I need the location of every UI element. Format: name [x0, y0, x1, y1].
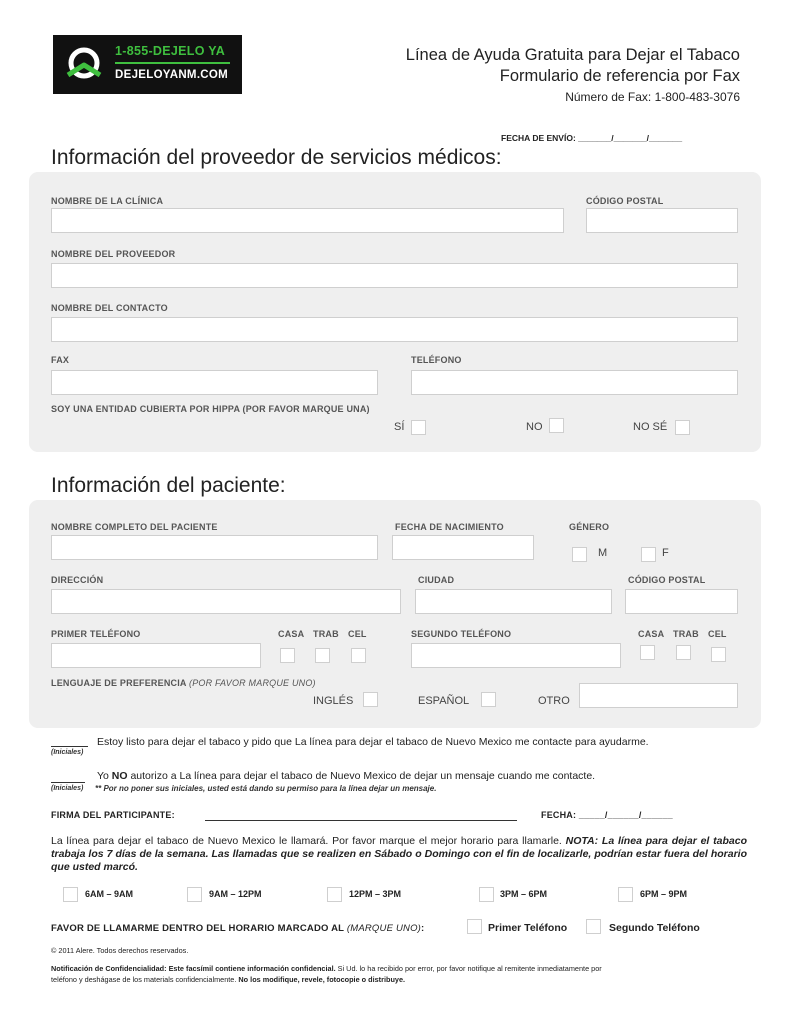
- initials-2-line[interactable]: [51, 782, 85, 783]
- notice-bold: Notificación de Confidencialidad: Este facsímil contiene información confidencial.: [51, 964, 336, 973]
- initials-2-caption: (Iniciales): [51, 785, 84, 792]
- provider-zip-label: CÓDIGO POSTAL: [586, 196, 664, 206]
- language-hint: (POR FAVOR MARQUE UNO): [189, 678, 316, 688]
- confidentiality-notice-line2: [51, 975, 405, 984]
- slot-1-label: 6AM – 9AM: [85, 889, 134, 899]
- form-title: Línea de Ayuda Gratuita para Dejar el Tabaco: [405, 46, 740, 64]
- call-preference-hint: (MARQUE UNO): [346, 923, 422, 934]
- confidentiality-notice-line1: [51, 964, 602, 973]
- phone1-trab-checkbox[interactable]: [315, 648, 330, 663]
- initials-1-caption: (Iniciales): [51, 749, 84, 756]
- provider-name-input[interactable]: [51, 263, 738, 288]
- call-preference-text: FAVOR DE LLAMARME DENTRO DEL HORARIO MARCADO AL: [51, 923, 347, 934]
- address-input[interactable]: [51, 589, 401, 614]
- slot-4-label: 3PM – 6PM: [500, 889, 548, 899]
- slot-5-checkbox[interactable]: [618, 887, 633, 902]
- slot-2-checkbox[interactable]: [187, 887, 202, 902]
- logo-phone: 1-855-DEJELO YA: [115, 44, 226, 58]
- call-preference-label: [51, 923, 424, 934]
- slot-3-checkbox[interactable]: [327, 887, 342, 902]
- provider-phone-label: TELÉFONO: [411, 355, 462, 365]
- patient-zip-label: CÓDIGO POSTAL: [628, 575, 706, 585]
- phone2-cel-checkbox[interactable]: [711, 647, 726, 662]
- clinic-name-label: NOMBRE DE LA CLÍNICA: [51, 196, 164, 206]
- language-label: [51, 678, 316, 688]
- lang-other-label: OTRO: [538, 695, 570, 707]
- consent-message-pre: Yo: [97, 770, 112, 782]
- phone2-cel-label: CEL: [708, 629, 727, 639]
- provider-phone-input[interactable]: [411, 370, 738, 395]
- slot-4-checkbox[interactable]: [479, 887, 494, 902]
- phone2-label: SEGUNDO TELÉFONO: [411, 629, 512, 639]
- dob-input[interactable]: [392, 535, 534, 560]
- contact-name-input[interactable]: [51, 317, 738, 342]
- consent-contact-text: Estoy listo para dejar el tabaco y pido que La línea para dejar el tabaco de Nuevo Mexico me contacte para ayudarme.: [97, 736, 649, 748]
- address-label: DIRECCIÓN: [51, 575, 104, 585]
- provider-zip-input[interactable]: [586, 208, 738, 233]
- logo: [53, 35, 242, 94]
- phone1-casa-checkbox[interactable]: [280, 648, 295, 663]
- lang-en-label: INGLÉS: [313, 695, 354, 707]
- gender-f-checkbox[interactable]: [641, 547, 656, 562]
- lang-other-input[interactable]: [579, 683, 738, 708]
- patient-name-label: NOMBRE COMPLETO DEL PACIENTE: [51, 522, 218, 532]
- hippa-yes-label: SÍ: [394, 421, 405, 433]
- quitline-logo-icon: [62, 45, 106, 85]
- notice-line2-bold: No los modifique, revele, fotocopie o distribuye.: [238, 975, 406, 984]
- notice-line2-normal: teléfono y deshágase de los materials confidencialmente.: [51, 975, 239, 984]
- lang-en-checkbox[interactable]: [363, 692, 378, 707]
- phone2-casa-checkbox[interactable]: [640, 645, 655, 660]
- contact-name-label: NOMBRE DEL CONTACTO: [51, 303, 168, 313]
- call-primary-checkbox[interactable]: [467, 919, 482, 934]
- provider-name-label: NOMBRE DEL PROVEEDOR: [51, 249, 176, 259]
- phone2-trab-checkbox[interactable]: [676, 645, 691, 660]
- copyright: © 2011 Alere. Todos derechos reservados.: [51, 946, 189, 955]
- hippa-label: SOY UNA ENTIDAD CUBIERTA POR HIPPA (POR FAVOR MARQUE UNA): [51, 404, 370, 414]
- phone2-casa-label: CASA: [638, 629, 665, 639]
- gender-m-label: M: [598, 547, 608, 559]
- fax-label: FAX: [51, 355, 70, 365]
- hippa-dontknow-checkbox[interactable]: [675, 420, 690, 435]
- provider-section-title: Información del proveedor de servicios médicos:: [51, 146, 502, 169]
- phone1-casa-label: CASA: [278, 629, 305, 639]
- consent-message-text: [97, 770, 595, 782]
- consent-message-no: NO: [111, 770, 128, 782]
- logo-divider: [115, 62, 230, 64]
- patient-name-input[interactable]: [51, 535, 378, 560]
- schedule-instructions-text: La línea para dejar el tabaco de Nuevo Mexico le llamará. Por favor marque el mejor horario para llamarle.: [51, 835, 566, 847]
- schedule-instructions: [51, 835, 747, 874]
- hippa-no-label: NO: [526, 421, 543, 433]
- call-primary-label: Primer Teléfono: [488, 922, 568, 934]
- gender-f-label: F: [662, 547, 669, 559]
- phone1-label: PRIMER TELÉFONO: [51, 629, 141, 639]
- signature-date-field[interactable]: FECHA: _____/______/______: [541, 810, 673, 820]
- hippa-no-checkbox[interactable]: [549, 418, 564, 433]
- gender-m-checkbox[interactable]: [572, 547, 587, 562]
- logo-website: DEJELOYANM.COM: [115, 69, 229, 81]
- patient-section-title: Información del paciente:: [51, 474, 286, 497]
- notice-normal: Si Ud. lo ha recibido por error, por favor notifique al remitente inmediatamente por: [335, 964, 602, 973]
- phone1-cel-label: CEL: [348, 629, 367, 639]
- signature-line[interactable]: [205, 820, 517, 821]
- hippa-dontknow-label: NO SÉ: [633, 421, 668, 433]
- signature-label: FIRMA DEL PARTICIPANTE:: [51, 810, 175, 820]
- phone2-trab-label: TRAB: [673, 629, 699, 639]
- form-subtitle: Formulario de referencia por Fax: [499, 67, 740, 85]
- lang-es-checkbox[interactable]: [481, 692, 496, 707]
- slot-5-label: 6PM – 9PM: [640, 889, 688, 899]
- fax-number: Número de Fax: 1-800-483-3076: [565, 90, 740, 104]
- slot-3-label: 12PM – 3PM: [349, 889, 402, 899]
- send-date-field[interactable]: FECHA DE ENVÍO: _______/_______/_______: [501, 133, 683, 143]
- call-secondary-checkbox[interactable]: [586, 919, 601, 934]
- city-input[interactable]: [415, 589, 612, 614]
- call-preference-colon: :: [421, 923, 425, 934]
- call-secondary-label: Segundo Teléfono: [609, 922, 700, 934]
- phone1-input[interactable]: [51, 643, 261, 668]
- fax-input[interactable]: [51, 370, 378, 395]
- phone1-trab-label: TRAB: [313, 629, 339, 639]
- patient-zip-input[interactable]: [625, 589, 738, 614]
- consent-message-post: autorizo a La línea para dejar el tabaco de Nuevo Mexico de dejar un mensaje cuando me contacte.: [127, 770, 596, 782]
- schedule-note: NOTA: La línea para dejar el tabaco trabaja los 7 días de la semana. Las llamadas que se realizen en Sábado o Domingo con el fin de localizarle, podrían estar fuera del horario que usted marcó.: [51, 835, 747, 873]
- slot-2-label: 9AM – 12PM: [209, 889, 262, 899]
- clinic-name-input[interactable]: [51, 208, 564, 233]
- city-label: CIUDAD: [418, 575, 455, 585]
- phone2-input[interactable]: [411, 643, 621, 668]
- gender-label: GÉNERO: [569, 522, 610, 532]
- dob-label: FECHA DE NACIMIENTO: [395, 522, 504, 532]
- initials-1-line[interactable]: [51, 746, 88, 747]
- language-label-text: LENGUAJE DE PREFERENCIA: [51, 678, 187, 688]
- hippa-yes-checkbox[interactable]: [411, 420, 426, 435]
- slot-1-checkbox[interactable]: [63, 887, 78, 902]
- lang-es-label: ESPAÑOL: [418, 695, 470, 707]
- consent-message-note: ** Por no poner sus iniciales, usted está dando su permiso para la línea dejar un mensaje.: [95, 784, 437, 793]
- phone1-cel-checkbox[interactable]: [351, 648, 366, 663]
